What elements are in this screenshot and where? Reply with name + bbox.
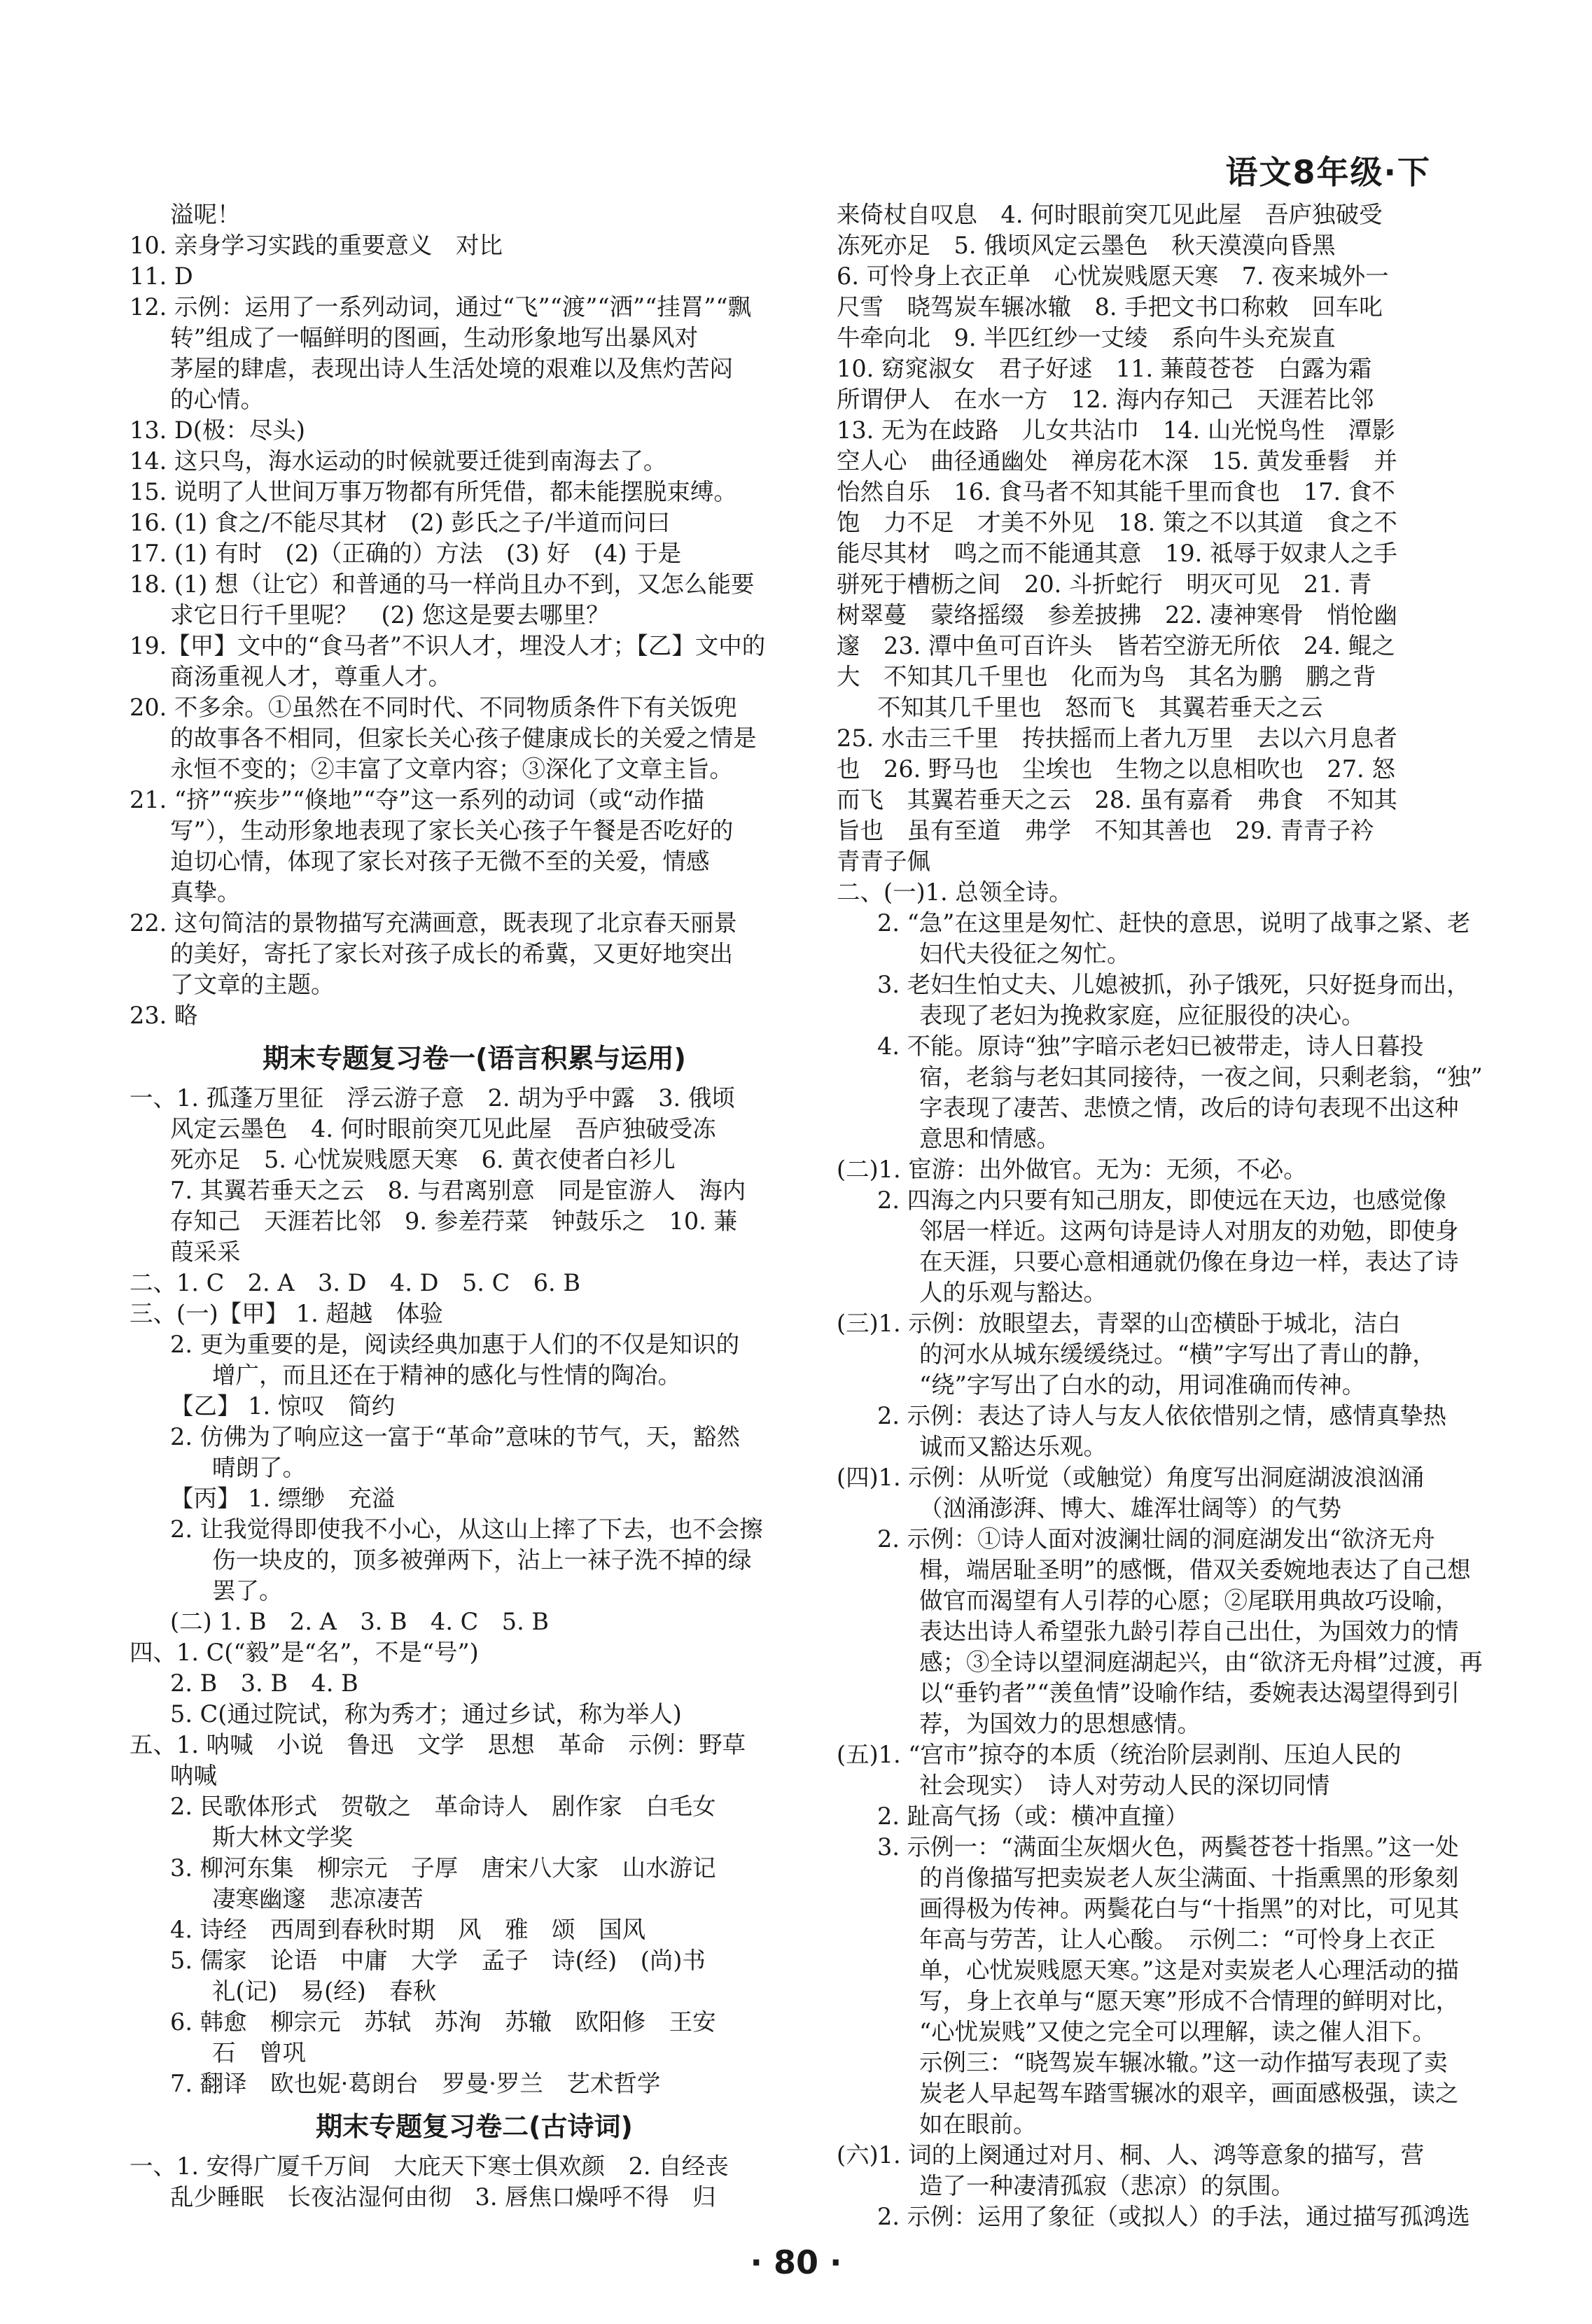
- text-line: 15. 说明了人世间万事万物都有所凭借，都未能摆脱束缚。: [130, 478, 737, 505]
- text-line: 永恒不变的；②丰富了文章内容；③深化了文章主旨。: [170, 755, 733, 783]
- text-line: 荐，为国效力的思想感情。: [919, 1710, 1201, 1737]
- text-line: 真挚。: [170, 878, 241, 906]
- text-line: 溢呢！: [170, 201, 241, 228]
- text-line: 2. “急”在这里是匆忙、赶快的意思，说明了战事之紧、老: [877, 909, 1471, 937]
- text-line: 五、1. 呐喊 小说 鲁迅 文学 思想 革命 示例：野草: [130, 1731, 746, 1758]
- text-line: 旨也 虽有至道 弗学 不知其善也 29. 青青子衿: [837, 817, 1374, 844]
- text-line: 2. 让我觉得即使我不小心，从这山上摔了下去，也不会擦: [170, 1516, 763, 1543]
- text-line: 呐喊: [170, 1762, 217, 1789]
- text-line: 7. 其翼若垂天之云 8. 与君离别意 同是宦游人 海内: [170, 1177, 746, 1204]
- text-line: 2. 四海之内只要有知己朋友，即使远在天边，也感觉像: [877, 1186, 1447, 1214]
- text-line: 【乙】 1. 惊叹 简约: [170, 1392, 396, 1420]
- text-line: (六)1. 词的上阕通过对月、桐、人、鸿等意象的描写，营: [837, 2141, 1425, 2169]
- text-line: 21. “挤”“疾步”“倏地”“夺”这一系列的动词（或“动作描: [130, 786, 705, 813]
- text-line: 3. 老妇生怕丈夫、儿媳被抓，孙子饿死，只好挺身而出，: [877, 971, 1470, 998]
- text-line: 风定云墨色 4. 何时眼前突兀见此屋 吾庐独破受冻: [170, 1115, 716, 1142]
- text-line: 空人心 曲径通幽处 禅房花木深 15. 黄发垂髫 并: [837, 447, 1397, 475]
- text-line: (三)1. 示例：放眼望去，青翠的山峦横卧于城北，洁白: [837, 1310, 1401, 1337]
- text-line: 5. C(通过院试，称为秀才；通过乡试，称为举人): [170, 1700, 682, 1728]
- text-line: 楫，端居耻圣明”的感慨，借双关委婉地表达了自己想: [919, 1556, 1471, 1583]
- text-line: 7. 翻译 欧也妮·葛朗台 罗曼·罗兰 艺术哲学: [170, 2070, 661, 2097]
- text-line: 冻死亦足 5. 俄顷风定云墨色 秋天漠漠向昏黑: [837, 232, 1336, 259]
- text-line: 石 曾巩: [212, 2039, 306, 2066]
- text-line: 5. 儒家 论语 中庸 大学 孟子 诗(经) (尚)书: [170, 1947, 706, 1974]
- text-line: 写”），生动形象地表现了家长关心孩子午餐是否吃好的: [170, 817, 734, 844]
- text-line: 11. D: [130, 262, 193, 290]
- text-line: 三、(一)【甲】 1. 超越 体验: [130, 1300, 443, 1327]
- text-line: 在天涯，只要心意相通就仍像在身边一样，表达了诗: [919, 1248, 1459, 1275]
- text-line: 字表现了凄苦、悲愤之情，改后的诗句表现不出这种: [919, 1094, 1459, 1121]
- text-line: 死亦足 5. 心忧炭贱愿天寒 6. 黄衣使者白衫儿: [170, 1146, 676, 1173]
- text-line: 骈死于槽枥之间 20. 斗折蛇行 明灭可见 21. 青: [837, 570, 1372, 598]
- text-line: 感；③全诗以望洞庭湖起兴，由“欲济无舟楫”过渡，再: [919, 1648, 1483, 1676]
- text-line: 所谓伊人 在水一方 12. 海内存知己 天涯若比邻: [837, 386, 1374, 413]
- text-line: 2. 更为重要的是，阅读经典加惠于人们的不仅是知识的: [170, 1331, 740, 1358]
- text-line: 饱 力不足 才美不外见 18. 策之不以其道 食之不: [837, 509, 1397, 536]
- text-line: 一、1. 安得广厦千万间 大庇天下寒士俱欢颜 2. 自经丧: [130, 2152, 729, 2180]
- text-line: （汹涌澎湃、博大、雄浑壮阔等）的气势: [919, 1494, 1341, 1522]
- text-line: 16. (1) 食之/不能尽其材 (2) 彭氏之子/半道而问曰: [130, 509, 671, 536]
- text-line: 二、1. C 2. A 3. D 4. D 5. C 6. B: [130, 1269, 580, 1296]
- text-line: 2. B 3. B 4. B: [170, 1670, 358, 1697]
- text-line: 炭老人早起驾车踏雪辗冰的艰辛，画面感极强，读之: [919, 2080, 1459, 2107]
- text-line: 迫切心情，体现了家长对孩子无微不至的关爱，情感: [170, 848, 710, 875]
- text-line: 表现了老妇为挽救家庭，应征服役的决心。: [919, 1002, 1365, 1029]
- text-line: 人的乐观与豁达。: [919, 1279, 1107, 1306]
- text-line: 茅屋的肆虐，表现出诗人生活处境的艰难以及焦灼苦闷: [170, 355, 733, 382]
- text-line: 6. 可怜身上衣正单 心忧炭贱愿天寒 7. 夜来城外一: [837, 262, 1389, 290]
- text-line: 四、1. C(“毅”是“名”，不是“号”): [130, 1639, 479, 1666]
- text-line: 怡然自乐 16. 食马者不知其能千里而食也 17. 食不: [837, 478, 1395, 505]
- text-line: 大 不知其几千里也 化而为鸟 其名为鹏 鹏之背: [837, 663, 1376, 690]
- text-line: 25. 水击三千里 抟扶摇而上者九万里 去以六月息者: [837, 724, 1397, 752]
- text-line: 以“垂钓者”“羡鱼情”设喻作结，委婉表达渴望得到引: [919, 1679, 1460, 1707]
- text-line: 4. 诗经 西周到春秋时期 风 雅 颂 国风: [170, 1916, 646, 1943]
- text-line: 20. 不多余。①虽然在不同时代、不同物质条件下有关饭兜: [130, 694, 737, 721]
- text-line: 罢了。: [212, 1577, 283, 1604]
- text-line: 的故事各不相同，但家长关心孩子健康成长的关爱之情是: [170, 724, 757, 752]
- text-line: 的美好，寄托了家长对孩子成长的希冀，又更好地突出: [170, 940, 733, 967]
- text-line: 伤一块皮的，顶多被弹两下，沾上一袜子洗不掉的绿: [212, 1546, 752, 1574]
- text-line: 二、(一)1. 总领全诗。: [837, 878, 1073, 906]
- text-line: 能尽其材 鸣之而不能通其意 19. 祗辱于奴隶人之手: [837, 540, 1397, 567]
- text-line: 乱少睡眠 长夜沾湿何由彻 3. 唇焦口燥呼不得 归: [170, 2183, 716, 2211]
- text-line: 的心情。: [170, 386, 264, 413]
- text-line: 22. 这句简洁的景物描写充满画意，既表现了北京春天丽景: [130, 909, 737, 937]
- section-title: 期末专题复习卷二(古诗词): [316, 2111, 633, 2142]
- text-line: 13. D(极：尽头): [130, 416, 305, 444]
- text-line: 造了一种凄清孤寂（悲凉）的氛围。: [919, 2172, 1294, 2199]
- text-line: 13. 无为在歧路 儿女共沾巾 14. 山光悦鸟性 潭影: [837, 416, 1395, 444]
- text-line: (二) 1. B 2. A 3. B 4. C 5. B: [170, 1608, 550, 1635]
- section-title: 期末专题复习卷一(语言积累与运用): [263, 1043, 686, 1074]
- text-line: 23. 略: [130, 1002, 198, 1029]
- text-line: 尺雪 晓驾炭车辗冰辙 8. 手把文书口称敕 回车叱: [837, 293, 1383, 321]
- text-line: 来倚杖自叹息 4. 何时眼前突兀见此屋 吾庐独破受: [837, 201, 1383, 228]
- text-line: 3. 示例一：“满面尘灰烟火色，两鬓苍苍十指黑。”这一处: [877, 1833, 1459, 1861]
- text-line: 不知其几千里也 怒而飞 其翼若垂天之云: [877, 694, 1323, 721]
- text-line: 如在眼前。: [919, 2110, 1037, 2138]
- text-line: 2. 示例：运用了象征（或拟人）的手法，通过描写孤鸿选: [877, 2203, 1470, 2230]
- text-line: 年高与劳苦，让人心酸。 示例二：“可怜身上衣正: [919, 1926, 1436, 1953]
- text-line: 礼(记) 易(经) 春秋: [212, 1977, 437, 2005]
- text-line: 17. (1) 有时 (2)（正确的）方法 (3) 好 (4) 于是: [130, 540, 682, 567]
- text-line: 示例三：“晓驾炭车辗冰辙。”这一动作描写表现了卖: [919, 2049, 1448, 2076]
- text-line: 而飞 其翼若垂天之云 28. 虽有嘉肴 弗食 不知其: [837, 786, 1397, 813]
- text-line: 邃 23. 潭中鱼可百许头 皆若空游无所依 24. 鲲之: [837, 632, 1395, 659]
- text-line: 一、1. 孤蓬万里征 浮云游子意 2. 胡为乎中露 3. 俄顷: [130, 1084, 735, 1112]
- text-line: 晴朗了。: [212, 1454, 306, 1481]
- text-line: 社会现实） 诗人对劳动人民的深切同情: [919, 1772, 1330, 1799]
- text-line: 存知己 天涯若比邻 9. 参差荇菜 钟鼓乐之 10. 蒹: [170, 1208, 738, 1235]
- text-line: 表达出诗人希望张九龄引荐自己出仕，为国效力的情: [919, 1618, 1459, 1645]
- text-line: (二)1. 宦游：出外做官。无为：无须，不必。: [837, 1156, 1307, 1183]
- text-line: 12. 示例：运用了一系列动词，通过“飞”“渡”“洒”“挂罥”“飘: [130, 293, 752, 321]
- text-line: 2. 示例：①诗人面对波澜壮阔的洞庭湖发出“欲济无舟: [877, 1525, 1435, 1553]
- text-line: “绕”字写出了白水的动，用词准确而传神。: [919, 1371, 1366, 1399]
- text-line: 宿，老翁与老妇其同接待，一夜之间，只剩老翁，“独”: [919, 1063, 1483, 1091]
- text-line: 转”组成了一幅鲜明的图画，生动形象地写出暴风对: [170, 324, 699, 351]
- text-line: (四)1. 示例：从听觉（或触觉）角度写出洞庭湖波浪汹涌: [837, 1464, 1425, 1491]
- text-line: 的肖像描写把卖炭老人灰尘满面、十指熏黑的形象刻: [919, 1864, 1459, 1891]
- text-line: 14. 这只鸟，海水运动的时候就要迁徙到南海去了。: [130, 447, 667, 475]
- text-line: 了文章的主题。: [170, 971, 335, 998]
- text-line: 求它日行千里呢？ (2) 您这是要去哪里？: [170, 601, 610, 629]
- text-line: 妇代夫役征之匆忙。: [919, 940, 1131, 967]
- text-line: 2. 示例：表达了诗人与友人依依惜别之情，感情真挚热: [877, 1402, 1447, 1429]
- text-line: 6. 韩愈 柳宗元 苏轼 苏洵 苏辙 欧阳修 王安: [170, 2008, 716, 2036]
- text-line: 也 26. 野马也 尘埃也 生物之以息相吹也 27. 怒: [837, 755, 1395, 783]
- text-line: 树翠蔓 蒙络摇缀 参差披拂 22. 凄神寒骨 悄怆幽: [837, 601, 1397, 629]
- text-line: 做官而渴望有人引荐的心愿；②尾联用典故巧设喻，: [919, 1587, 1459, 1614]
- text-line: (五)1. “宫市”掠夺的本质（统治阶层剥削、压迫人民的: [837, 1741, 1402, 1768]
- text-line: 葭采采: [170, 1238, 241, 1266]
- text-line: “心忧炭贱”又使之完全可以理解，读之催人泪下。: [919, 2018, 1436, 2045]
- text-line: 邻居一样近。这两句诗是诗人对朋友的劝勉，即使身: [919, 1217, 1459, 1245]
- text-line: 的河水从城东缓缓绕过。“横”字写出了青山的静，: [919, 1340, 1436, 1368]
- text-line: 斯大林文学奖: [212, 1823, 353, 1851]
- text-line: 写，身上衣单与“愿天寒”形成不合情理的鲜明对比，: [919, 1987, 1460, 2015]
- page-header: 语文8年级·下: [1225, 153, 1431, 191]
- text-line: 【丙】 1. 缥缈 充溢: [170, 1485, 396, 1512]
- text-line: 2. 民歌体形式 贺敬之 革命诗人 剧作家 白毛女: [170, 1793, 716, 1820]
- text-line: 牛牵向北 9. 半匹红纱一丈绫 系向牛头充炭直: [837, 324, 1336, 351]
- page-number: · 80 ·: [750, 2244, 842, 2281]
- text-line: 10. 窈窕淑女 君子好逑 11. 蒹葭苍苍 白露为霜: [837, 355, 1372, 382]
- text-line: 凄寒幽邃 悲凉凄苦: [212, 1885, 424, 1912]
- text-line: 诚而又豁达乐观。: [919, 1433, 1107, 1460]
- text-line: 3. 柳河东集 柳宗元 子厚 唐宋八大家 山水游记: [170, 1854, 716, 1882]
- text-line: 增广，而且还在于精神的感化与性情的陶冶。: [212, 1362, 681, 1389]
- left-column: [130, 200, 819, 2213]
- text-line: 2. 趾高气扬（或：横冲直撞）: [877, 1802, 1189, 1830]
- right-column: [837, 200, 1526, 2232]
- text-line: 单，心忧炭贱愿天寒。”这是对卖炭老人心理活动的描: [919, 1956, 1459, 1984]
- text-line: 2. 仿佛为了响应这一富于“革命”意味的节气，天，豁然: [170, 1423, 740, 1450]
- text-line: 画得极为传神。两鬓花白与“十指黑”的对比，可见其: [919, 1895, 1460, 1922]
- text-line: 4. 不能。原诗“独”字暗示老妇已被带走，诗人日暮投: [877, 1032, 1424, 1060]
- text-line: 19.【甲】文中的“食马者”不识人才，埋没人才；【乙】文中的: [130, 632, 766, 659]
- text-line: 青青子佩: [837, 848, 930, 875]
- text-line: 商汤重视人才，尊重人才。: [170, 663, 452, 690]
- text-line: 18. (1) 想（让它）和普通的马一样尚且办不到，又怎么能要: [130, 570, 755, 598]
- text-line: 意思和情感。: [919, 1125, 1060, 1152]
- text-line: 10. 亲身学习实践的重要意义 对比: [130, 232, 503, 259]
